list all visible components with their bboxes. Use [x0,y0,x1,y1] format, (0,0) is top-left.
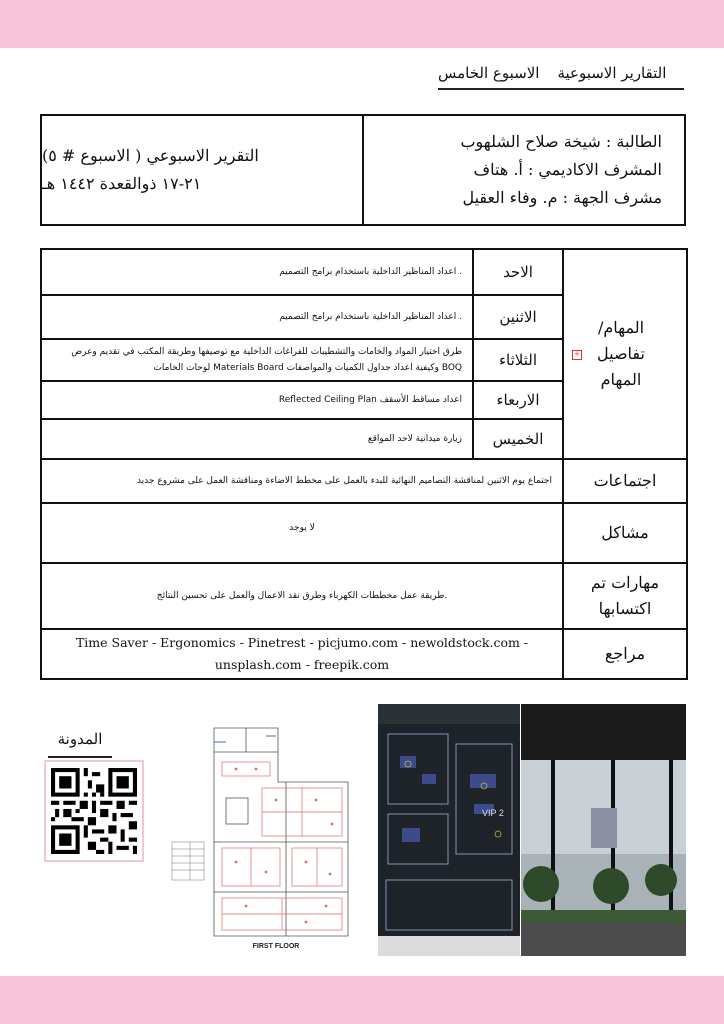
student-name: الطالبة : شيخة صلاح الشلهوب [460,132,662,151]
day-label: الخميس [473,419,563,459]
report-title-block [42,116,364,224]
references-label: مراجع [563,629,687,679]
top-band [0,0,724,48]
qr-code-icon [51,768,137,854]
tasks-category-label: المهام/ تفاصيل المهام [597,318,645,389]
task-text: طرق اختيار المواد والخامات والتشطيبات للفراغات الداخلية مع توصيفها وطريقة المكتب في تقديم وعرض BOQ وكيفية اعداد جداول الكميات والمواصفات Materials Board لوحات الخامات [41,339,473,381]
tasks-category [563,249,687,459]
report-info-box [40,114,686,226]
blog-label: المدونة [48,724,112,758]
table-row [41,503,687,563]
skills-label: مهارات تم اكتسابها [563,563,687,629]
day-label: الاربعاء [473,381,563,419]
problems-text: لا يوجد [41,503,563,563]
day-label: الاثنين [473,295,563,339]
report-date: ٢١-١٧ ذوالقعدة ١٤٤٢ هـ [42,174,202,193]
bottom-band [0,976,724,1024]
table-row [41,629,687,679]
weekly-report-table [40,248,688,680]
table-row [41,249,687,295]
task-text: . اعداد المناظير الداخلية باستخدام برامج التصميم [41,249,473,295]
blog-qr-code[interactable] [44,760,144,862]
page-header [438,58,684,90]
task-text: . اعداد المناظير الداخلية باستخدام برامج التصميم [41,295,473,339]
task-text: اعداد مساقط الأسقف Reflected Ceiling Plan [41,381,473,419]
header-week: الاسبوع الخامس [438,64,540,82]
header-section: التقارير الاسبوعية [557,64,667,82]
task-text: زيارة ميدانية لاحد المواقع [41,419,473,459]
references-line-2: unsplash.com - freepik.com [214,657,390,672]
meetings-text: اجتماع يوم الاثنين لمناقشة التصاميم النهائية للبدء بالعمل على مخطط الاضاءة ومناقشة العمل على مشروع جديد [41,459,563,503]
people-block [364,116,684,224]
problems-label: مشاكل [563,503,687,563]
references-line-1: Time Saver - Ergonomics - Pinetrest - picjumo.com - newoldstock.com - [75,635,529,650]
table-row [41,459,687,503]
meetings-label: اجتماعات [563,459,687,503]
render-plan-photo [378,704,520,956]
academic-supervisor: المشرف الاكاديمي : أ. هتاف [473,160,662,179]
day-label: الثلاثاء [473,339,563,381]
floorplan-caption: FIRST FLOOR [252,943,300,950]
floorplan-image [166,722,362,954]
expand-icon[interactable]: + [572,350,582,360]
org-supervisor: مشرف الجهة : م. وفاء العقيل [462,188,662,207]
report-title: التقرير الاسبوعي ( الاسبوع # ٥) [42,146,259,165]
office-interior-photo [521,704,686,956]
vip-label: VIP 2 [482,808,504,818]
references-cell [41,629,563,679]
skills-text: .طريقة عمل مخططات الكهرباء وطرق نقد الاعمال والعمل على تحسين النتائج [41,563,563,629]
day-label: الاحد [473,249,563,295]
table-row [41,563,687,629]
